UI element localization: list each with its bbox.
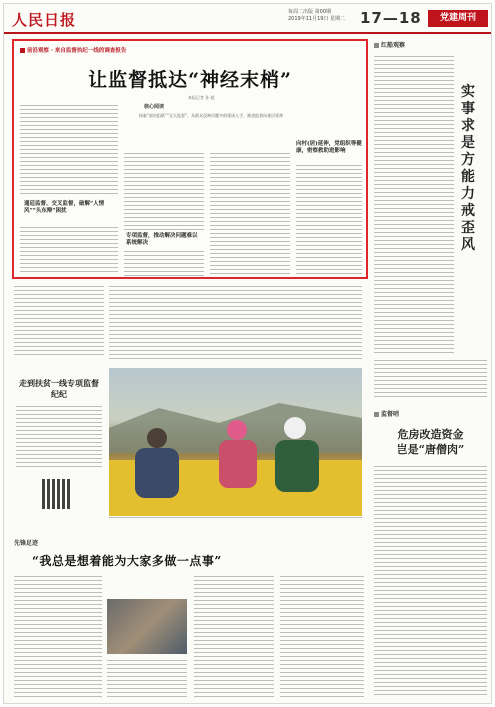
mid-text-1 (109, 286, 362, 362)
feature-byline: 本报记者 孙 超 (188, 95, 215, 100)
edition-line-1: 每周二出版 第00期 (288, 9, 331, 15)
left-mid-text-1 (14, 286, 104, 356)
label-square-icon-2 (374, 412, 379, 417)
newspaper-page (3, 3, 492, 704)
lead-label: 核心阅读 (144, 104, 165, 110)
left-mid-text-2 (16, 406, 102, 470)
body-column-4 (296, 165, 362, 277)
lower-right-label-text: 监督哨 (381, 411, 400, 418)
bottom-text-1 (14, 576, 102, 700)
photo-illustration (109, 368, 362, 516)
page-range: 17—18 (360, 9, 422, 27)
body-column-2b (124, 251, 204, 277)
featured-photo (109, 368, 362, 516)
bottom-text-2 (107, 660, 187, 700)
subhead-2: 专项监督，推动解决问题难以系统解决 (126, 233, 198, 246)
body-column-1 (20, 105, 118, 197)
bottom-section-label: 先锋足迹 (14, 540, 39, 547)
kicker-text: 前沿观察 · 来自监督执纪一线的调查报告 (27, 48, 127, 54)
masthead (4, 4, 492, 34)
right-column-label-text: 红船观察 (381, 42, 406, 49)
body-column-3 (210, 153, 290, 277)
bottom-text-3 (194, 576, 274, 700)
vertical-title[interactable]: 实事求是方能力戒歪风 (461, 84, 475, 253)
feature-article[interactable] (12, 39, 368, 279)
qr-code-icon (42, 479, 72, 509)
edition-line-2: 2019年11月19日 星期二 (288, 16, 346, 22)
edition-info (288, 9, 345, 23)
lower-right-title-2[interactable]: 岂是“唐僧肉” (396, 443, 465, 456)
person-2-body (219, 440, 257, 488)
lead-text: 探索“部站组联”“全天监督”，从群众反映问题多的现场入手，推进监督向基层延伸 (138, 113, 284, 118)
newspaper-logo: 人民日报 (12, 11, 77, 29)
feature-kicker (20, 46, 126, 54)
person-1-body (135, 448, 179, 498)
subhead-3: 向村(居)延伸，党组织等健康，密察救助进影响 (296, 141, 362, 154)
person-1-head (147, 428, 167, 448)
body-column-1b (20, 227, 118, 275)
body-column-2 (124, 153, 204, 231)
lower-right-label (374, 409, 399, 418)
right-column-text-2 (374, 360, 487, 400)
bottom-photo (107, 599, 187, 654)
kicker-square-icon (20, 48, 25, 53)
bottom-headline[interactable]: “我总是想着能为大家多做一点事” (32, 554, 222, 568)
feature-headline[interactable]: 让监督抵达“神经末梢” (88, 69, 292, 91)
person-3-body (275, 440, 319, 492)
photo-caption (109, 517, 362, 521)
left-mid-title[interactable]: 走到扶贫一线专项监督纪纪 (19, 378, 99, 399)
person-3-hat (284, 417, 306, 439)
label-square-icon (374, 43, 379, 48)
person-2-hat (227, 420, 247, 440)
section-tag: 党建周刊 (428, 10, 488, 27)
subhead-1: 通廷监督、交叉监督，破解“人情风”“头东辩”困扰 (24, 201, 105, 214)
right-column-text-1 (374, 56, 454, 356)
bottom-text-4 (280, 576, 364, 700)
right-column-text-3 (374, 466, 487, 698)
right-column-label (374, 40, 405, 49)
lower-right-title-1[interactable]: 危房改造资金 (397, 428, 464, 441)
